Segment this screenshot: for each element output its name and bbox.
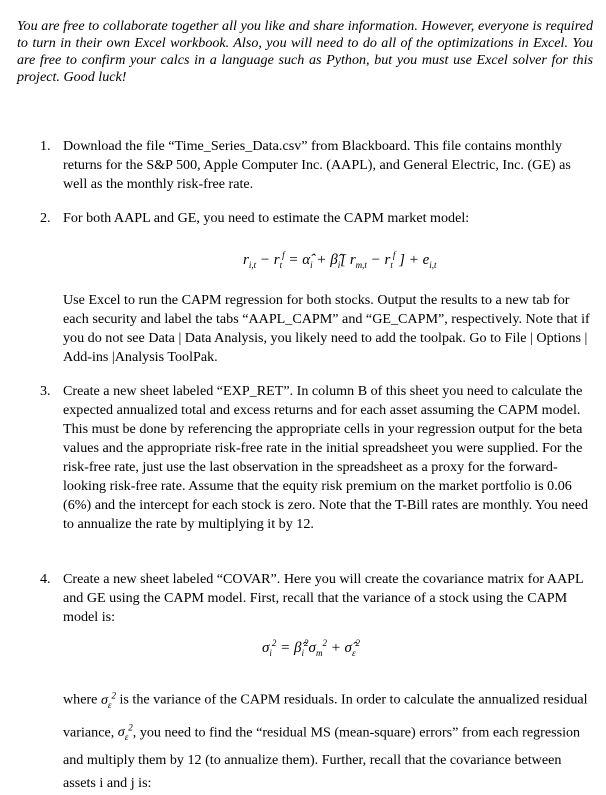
item-text: Create a new sheet labeled “EXP_RET”. In column B of this sheet you need to calculate the expected annualized total and excess returns and for each asset assuming the CAPM model. This must be done by referencing the appropriate cells in your regression output for the beta values and the appropriate risk-free rate in the initial spreadsheet you were supplied. For the risk-free rate, just use the last observation in the spreadsheet as a proxy for the forward-looking risk-free rate. Assume that the equity risk premium on the market portfolio is 0.06 (6%) and the intercept for each stock is zero. Note that the T-Bill rates are monthly. You need to annualize the rate by multiplying it by 12. bbox=[63, 383, 589, 532]
text-where: where bbox=[63, 691, 98, 708]
variance-equation: $\sigma_i^2$ = $\betâ_i^2\sigma_m^2$ + $\sigmâ_\varepsilon^2$ bbox=[262, 638, 361, 658]
item-number: 3. bbox=[40, 383, 51, 399]
sigma-epsilon-symbol-2: $\sigma_\varepsilon^2$ bbox=[114, 722, 133, 742]
item-text: Download the file “Time_Series_Data.csv” from Blackboard. This file contains monthly returns for the S&P 500, Apple Computer Inc. (AAPL), and General Electric, Inc. (GE) as well as the monthly risk-free rate. bbox=[63, 138, 571, 192]
capm-equation: $r_{i,t} - r_t^f$ = $\alphâ_i$ + $\betâ_i$[ $r_{m,t} - r_t^f$ ] + $e_{i,t}$ bbox=[243, 250, 437, 270]
item-number: 4. bbox=[40, 571, 51, 587]
item-text: Create a new sheet labeled “COVAR”. Here you will create the covariance matrix for AAPL and GE using the CAPM model. First, recall that the variance of a stock using the CAPM model is: bbox=[63, 571, 584, 625]
intro-paragraph: You are free to collaborate together all you like and share information. However, everyone is required to turn in their own Excel workbook. Also, you will need to do all of the optimizations in Excel. You are free to confirm your calcs in a language such as Python, but you must use Excel solver for this project. Good luck! bbox=[17, 18, 593, 85]
item-text: For both AAPL and GE, you need to estimate the CAPM market model: bbox=[63, 210, 470, 226]
text-residual-ms: , you need to find the “residual MS (mean-square) errors” from each regression and multiply them by 12 (to annualize them). Further, recall that the covariance between assets i and j is: bbox=[63, 724, 581, 791]
item-text bbox=[63, 684, 593, 795]
item-text: Use Excel to run the CAPM regression for both stocks. Output the results to a new tab for each security and label the tabs “AAPL_CAPM” and “GE_CAPM”, respectively. Note that if you do not see Data | Data Analysis, you likely need to add the toolpak. Go to File | Options | Add-ins |Analysis ToolPak. bbox=[63, 292, 590, 365]
item-number: 2. bbox=[40, 210, 51, 226]
sigma-epsilon-symbol: $\sigma_\varepsilon^2$ bbox=[100, 690, 116, 710]
item-number: 1. bbox=[40, 138, 51, 154]
text-residual-variance: is the variance of the CAPM residuals. In order to calculate the annualized residual variance, bbox=[63, 691, 588, 741]
